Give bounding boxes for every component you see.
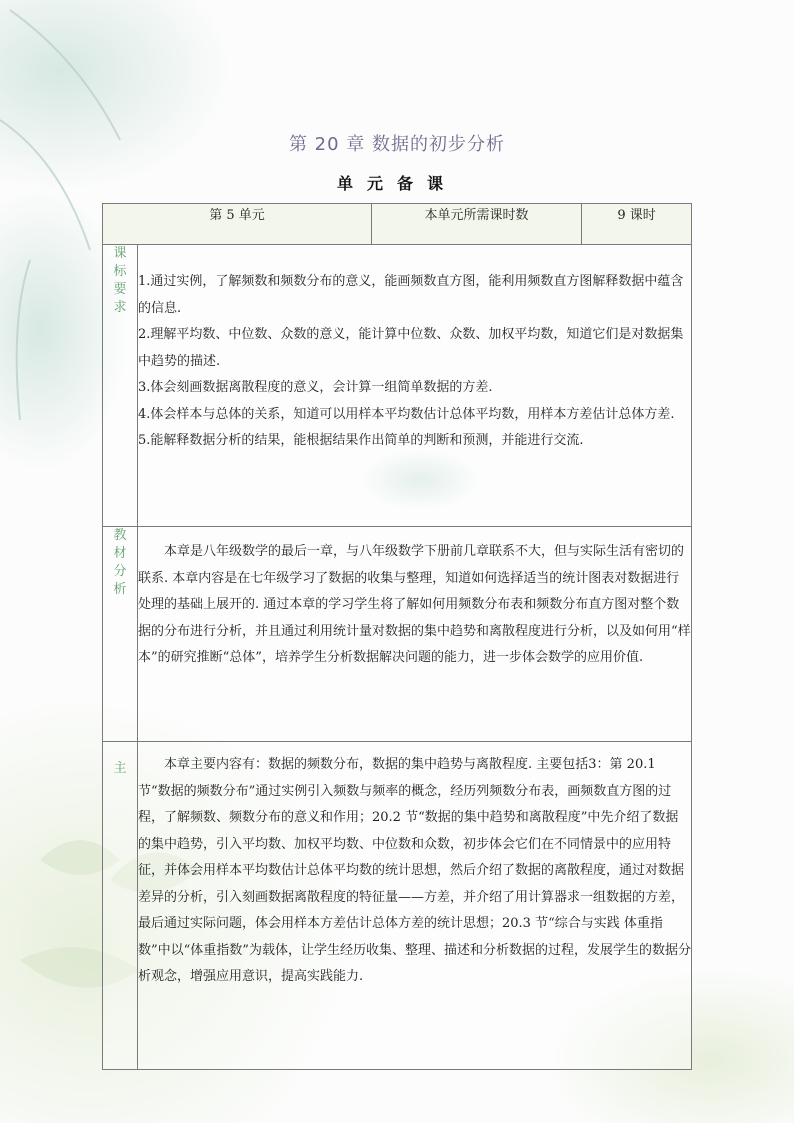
unit-cell: 第 5 单元	[103, 204, 372, 245]
main-content-label-cell	[103, 742, 138, 1070]
curriculum-item: 3.体会刻画数据离散程度的意义，会计算一组简单数据的方差.	[138, 380, 493, 395]
curriculum-item: 2.理解平均数、中位数、众数的意义，能计算中位数、众数、加权平均数，知道它们是对数据集中趋势的描述.	[138, 327, 684, 369]
hours-value-cell: 9 课时	[582, 204, 692, 245]
header-row	[103, 204, 692, 245]
curriculum-label-cell	[103, 245, 138, 527]
main-content-paragraph: 本章主要内容有：数据的频数分布，数据的集中趋势与离散程度. 主要包括3：第 20.1 节“数据的频数分布”通过实例引入频数与频率的概念，经历列频数分布表，画频数直方图的过程，了解频数、频数分布的意义和作用；20.2 节“数据的集中趋势和离散程度”中先介绍了数据的集中趋势，引入平均数、加权平均数、中位数和众数，初步体会它们在不同情景中的应用特征，并体会用样本平均数估计总体平均数的统计思想，然后介绍了数据的离散程度，通过对数据差异的分析，引入刻画数据离散程度的特征量——方差，并介绍了用计算器求一组数据的方差，最后通过实际问题，体会用样本方差估计总体方差的统计思想；20.3 节“综合与实践 体重指数”中以“体重指数”为载体，让学生经历收集、整理、描述和分析数据的过程，发展学生的数据分析观念，增强应用意识，提高实践能力.	[138, 757, 691, 984]
curriculum-item: 4.体会样本与总体的关系，知道可以用样本平均数估计总体平均数，用样本方差估计总体方差.	[138, 406, 675, 422]
lesson-plan-table	[102, 203, 692, 1070]
document-title: 单元备课	[336, 174, 457, 193]
curriculum-row	[103, 245, 692, 527]
analysis-content	[138, 527, 692, 742]
curriculum-label: 课标要求	[113, 246, 127, 315]
analysis-row	[103, 527, 692, 742]
main-content-row	[103, 742, 692, 1070]
hours-label-cell: 本单元所需课时数	[372, 204, 582, 245]
main-content	[138, 742, 692, 1070]
analysis-paragraph: 本章是八年级数学的最后一章，与八年级数学下册前几章联系不大，但与实际生活有密切的联系. 本章内容是在七年级学习了数据的收集与整理，知道如何选择适当的统计图表对数据进行处理的基础上展开的. 通过本章的学习学生将了解如何用频数分布表和频数分布直方图对整个数据的分布进行分析，并且通过利用统计量对数据的集中趋势和离散程度进行分析，以及如何用“样本”的研究推断“总体”，培养学生分析数据解决问题的能力，进一步体会数学的应用价值.	[138, 544, 691, 665]
analysis-label: 教材分析	[113, 528, 127, 597]
curriculum-item: 5.能解释数据分析的结果，能根据结果作出简单的判断和预测，并能进行交流.	[138, 433, 584, 448]
curriculum-content	[138, 245, 692, 527]
curriculum-item: 1.通过实例，了解频数和频数分布的意义，能画频数直方图，能利用频数直方图解释数据中蕴含的信息.	[138, 274, 684, 316]
chapter-title: 第 20 章 数据的初步分析	[288, 134, 506, 155]
main-content-label: 主	[113, 761, 127, 776]
analysis-label-cell	[103, 527, 138, 742]
